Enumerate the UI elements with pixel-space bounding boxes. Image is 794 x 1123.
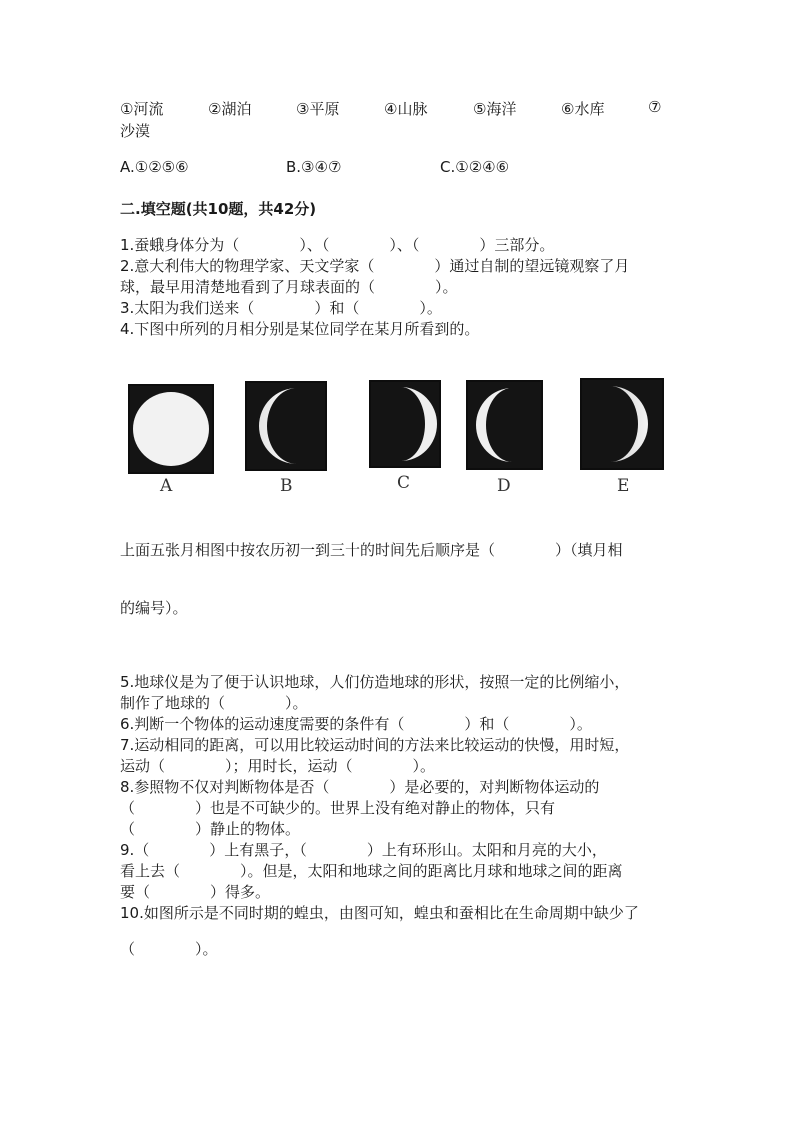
moon-waxing-crescent-icon (371, 382, 439, 466)
section-title: 二.填空题(共10题，共42分) (120, 200, 317, 218)
question-8-line-3: （ ）静止的物体。 (120, 820, 301, 838)
question-2-line-2: 球，最早用清楚地看到了月球表面的（ ）。 (120, 278, 458, 296)
option-5: ⑤海洋 (473, 100, 517, 118)
moon-waxing-gibbous-icon (582, 380, 662, 468)
choice-b: B.③④⑦ (286, 158, 342, 176)
moon-waning-gibbous-icon (247, 383, 325, 469)
question-3: 3.太阳为我们送来（ ）和（ ）。 (120, 299, 442, 317)
option-1: ①河流 (120, 100, 164, 118)
moon-label-a: A (160, 476, 173, 496)
choice-a: A.①②⑤⑥ (120, 158, 189, 176)
question-9-line-2: 看上去（ ）。但是，太阳和地球之间的距离比月球和地球之间的距离 (120, 862, 623, 880)
option-7: ⑦ (648, 98, 662, 116)
question-5-line-2: 制作了地球的（ ）。 (120, 694, 308, 712)
question-9-line-1: 9.（ ）上有黑子，（ ）上有环形山。太阳和月亮的大小， (120, 841, 607, 859)
question-8-line-2: （ ）也是不可缺少的。世界上没有绝对静止的物体，只有 (120, 799, 556, 817)
question-9-line-3: 要（ ）得多。 (120, 883, 271, 901)
question-4: 4.下图中所列的月相分别是某位同学在某月所看到的。 (120, 320, 480, 338)
question-1: 1.蚕蛾身体分为（ ）、（ ）、（ ）三部分。 (120, 236, 555, 254)
moon-waning-crescent-icon (468, 382, 541, 468)
moon-image-c (369, 380, 441, 468)
question-6: 6.判断一个物体的运动速度需要的条件有（ ）和（ ）。 (120, 715, 592, 733)
moon-image-d (466, 380, 543, 470)
moon-label-c: C (397, 473, 411, 493)
moon-image-e (580, 378, 664, 470)
question-8-line-1: 8.参照物不仅对判断物体是否（ ）是必要的，对判断物体运动的 (120, 778, 600, 796)
question-10-line-2: （ ）。 (120, 940, 218, 958)
moon-image-a (128, 384, 214, 474)
question-2-line-1: 2.意大利伟大的物理学家、天文学家（ ）通过自制的望远镜观察了月 (120, 257, 630, 275)
question-7-line-2: 运动（ ）；用时长，运动（ ）。 (120, 757, 436, 775)
question-7-line-1: 7.运动相同的距离，可以用比较运动时间的方法来比较运动的快慢，用时短， (120, 736, 630, 754)
moon-label-b: B (280, 476, 293, 496)
moon-label-e: E (617, 476, 630, 496)
option-4: ④山脉 (384, 100, 428, 118)
choice-c: C.①②④⑥ (440, 158, 510, 176)
option-2: ②湖泊 (208, 100, 252, 118)
moon-image-b (245, 381, 327, 471)
question-4-ordering-wrap: 的编号）。 (120, 599, 188, 617)
moon-full-icon (130, 386, 212, 472)
moon-label-d: D (497, 476, 511, 496)
question-5-line-1: 5.地球仪是为了便于认识地球，人们仿造地球的形状，按照一定的比例缩小， (120, 673, 630, 691)
option-7-wrap: 沙漠 (120, 122, 151, 140)
option-6: ⑥水库 (561, 100, 605, 118)
option-3: ③平原 (296, 100, 340, 118)
question-4-ordering: 上面五张月相图中按农历初一到三十的时间先后顺序是（ ）（填月相 (120, 541, 623, 559)
question-10-line-1: 10.如图所示是不同时期的蝗虫，由图可知，蝗虫和蚕相比在生命周期中缺少了 (120, 904, 639, 922)
